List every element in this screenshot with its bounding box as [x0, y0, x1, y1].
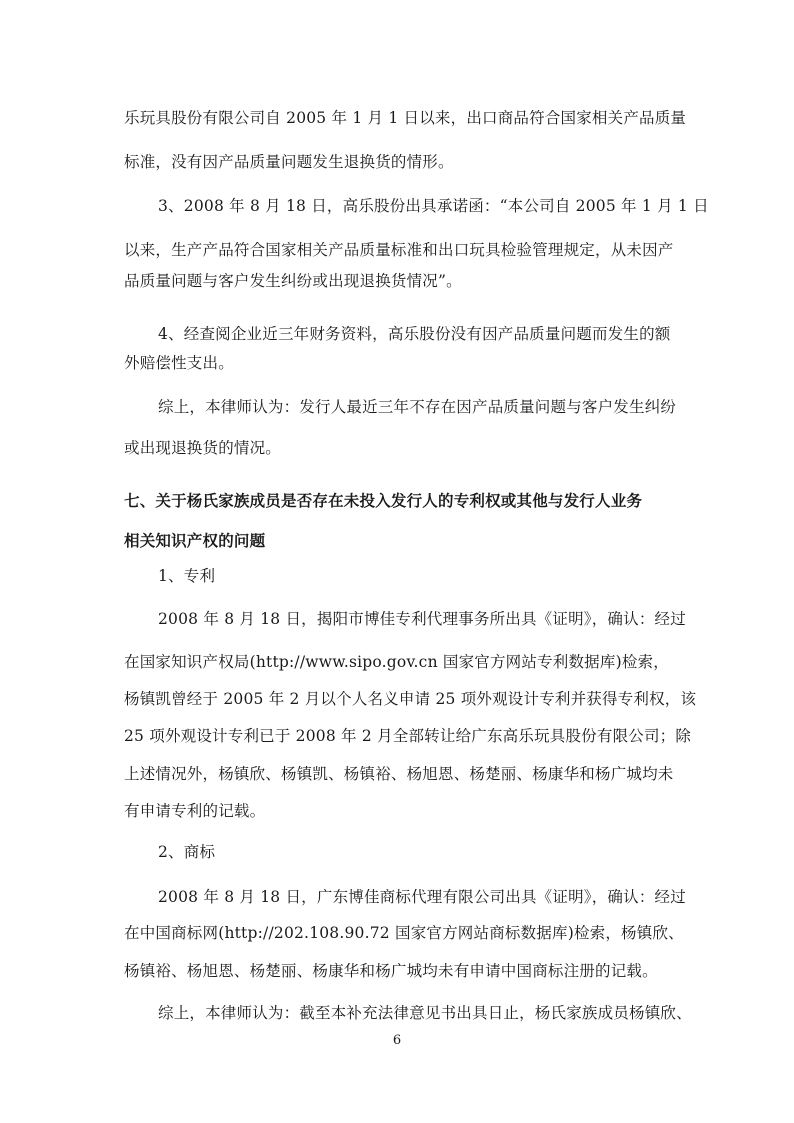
body-text-line: 3、2008 年 8 月 18 日，高乐股份出具承诺函：“本公司自 2005 年 1 月 1 日 — [158, 197, 709, 215]
body-text-line: 综上，本律师认为：截至本补充法律意见书出具日止，杨氏家族成员杨镇欣、 — [158, 1004, 692, 1022]
body-text-line: 杨镇裕、杨旭恩、杨楚丽、杨康华和杨广城均未有申请中国商标注册的记载。 — [124, 962, 658, 980]
body-text-line: 标准，没有因产品质量问题发生退换货的情形。 — [124, 153, 454, 171]
body-text-line: 在国家知识产权局(http://www.sipo.gov.cn 国家官方网站专利数据库)检索， — [124, 653, 669, 671]
body-text-line: 4、经查阅企业近三年财务资料，高乐股份没有因产品质量问题而发生的额 — [158, 325, 671, 343]
body-text-line: 2008 年 8 月 18 日，揭阳市博佳专利代理事务所出具《证明》，确认：经过 — [158, 610, 686, 628]
body-text-line: 在中国商标网(http://202.108.90.72 国家官方网站商标数据库)检索，杨镇欣、 — [124, 924, 684, 942]
body-text-line: 25 项外观设计专利已于 2008 年 2 月全部转让给广东高乐玩具股份有限公司；除 — [124, 727, 692, 745]
body-text-line: 外赔偿性支出。 — [124, 354, 234, 372]
section-heading: 相关知识产权的问题 — [124, 531, 266, 550]
body-text-line: 综上，本律师认为：发行人最近三年不存在因产品质量问题与客户发生纠纷 — [158, 398, 677, 416]
subsection-heading: 2、商标 — [158, 843, 216, 861]
body-text-line: 品质量问题与客户发生纠纷或出现退换货情况”。 — [124, 272, 462, 290]
body-text-line: 上述情况外，杨镇欣、杨镇凯、杨镇裕、杨旭恩、杨楚丽、杨康华和杨广城均未 — [124, 765, 674, 783]
body-text-line: 乐玩具股份有限公司自 2005 年 1 月 1 日以来，出口商品符合国家相关产品质量 — [124, 109, 687, 127]
body-text-line: 以来，生产产品符合国家相关产品质量标准和出口玩具检验管理规定，从未因产 — [124, 241, 674, 259]
page-number: 6 — [392, 1033, 402, 1048]
body-text-line: 有申请专利的记载。 — [124, 802, 266, 820]
body-text-line: 或出现退换货的情况。 — [124, 439, 282, 457]
body-text-line: 杨镇凯曾经于 2005 年 2 月以个人名义申请 25 项外观设计专利并获得专利权，该 — [124, 690, 697, 708]
body-text-line: 2008 年 8 月 18 日，广东博佳商标代理有限公司出具《证明》，确认：经过 — [158, 888, 686, 906]
subsection-heading: 1、专利 — [158, 567, 216, 585]
section-heading: 七、关于杨氏家族成员是否存在未投入发行人的专利权或其他与发行人业务 — [124, 491, 643, 510]
